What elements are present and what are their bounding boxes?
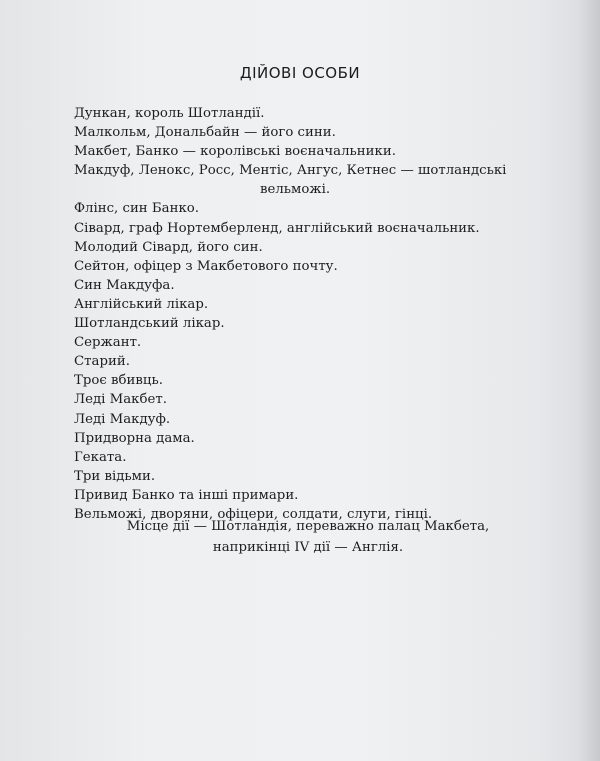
cast-item: Геката. xyxy=(74,449,127,465)
cast-item: Макбет, Банко — королівські воєначальники. xyxy=(74,144,396,160)
cast-item: Леді Макбет. xyxy=(74,392,167,408)
cast-item: Макдуф, Ленокс, Росс, Ментіс, Ангус, Кетнес — шотландські xyxy=(74,163,507,179)
setting-line: наприкінці IV дії — Англія. xyxy=(212,540,404,555)
cast-item: Сейтон, офіцер з Макбетового почту. xyxy=(74,258,338,274)
cast-item-continuation: вельможі. xyxy=(260,182,331,198)
cast-list xyxy=(74,104,544,524)
cast-item: Сівард, граф Нортемберленд, англійський воєначальник. xyxy=(74,220,480,236)
cast-item: Сержант. xyxy=(74,335,142,351)
cast-item: Старий. xyxy=(74,354,130,370)
cast-item: Вельможі, дворяни, офіцери, солдати, слуги, гінці. xyxy=(74,506,433,522)
cast-item: Придворна дама. xyxy=(74,430,195,446)
cast-item: Син Макдуфа. xyxy=(74,277,175,293)
cast-item: Флінс, син Банко. xyxy=(74,201,200,217)
cast-item: Три відьми. xyxy=(74,468,156,484)
setting-note xyxy=(0,516,600,558)
setting-line: Місце дії — Шотландія, переважно палац Макбета, xyxy=(126,519,490,534)
page-edge-shadow xyxy=(578,0,600,761)
page-title: ДІЙОВІ ОСОБИ xyxy=(239,64,361,82)
cast-item: Привид Банко та інші примари. xyxy=(74,487,299,503)
cast-item: Троє вбивць. xyxy=(74,373,163,389)
cast-item: Леді Макдуф. xyxy=(74,411,171,427)
cast-item: Шотландський лікар. xyxy=(74,316,225,332)
cast-item: Малкольм, Дональбайн — його сини. xyxy=(74,125,336,141)
cast-item: Дункан, король Шотландії. xyxy=(74,106,265,121)
cast-item: Молодий Сівард, його син. xyxy=(74,239,263,255)
cast-item: Англійський лікар. xyxy=(74,296,209,312)
